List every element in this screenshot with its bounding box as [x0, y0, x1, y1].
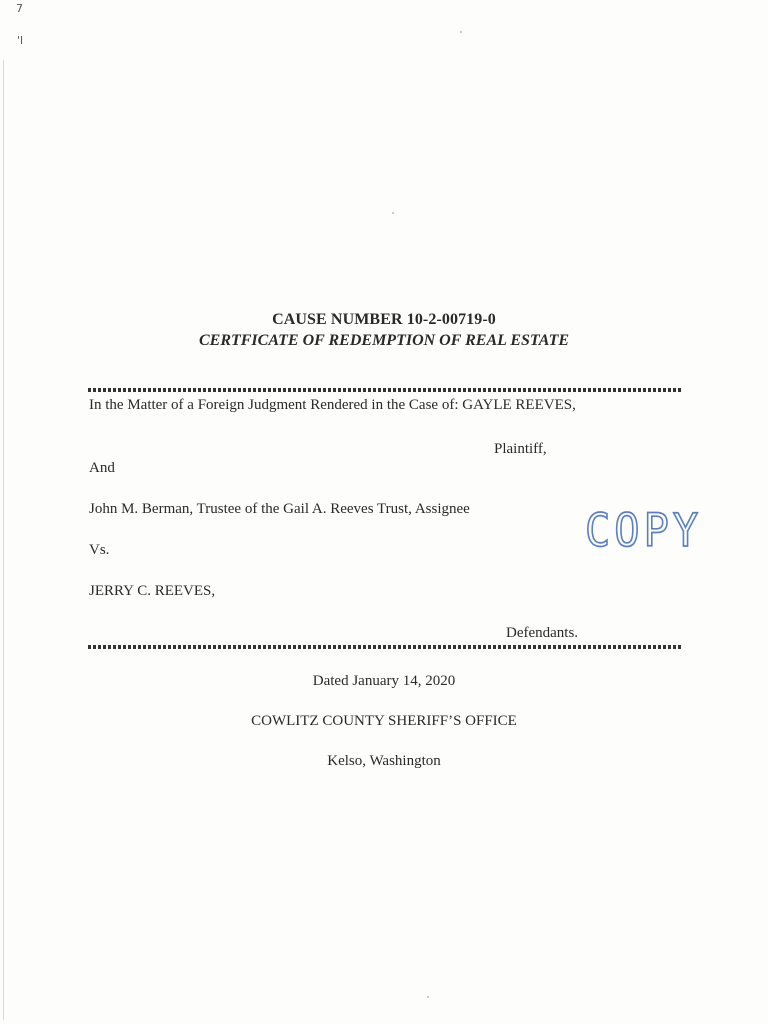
copy-stamp: COPY [585, 504, 703, 557]
margin-mark-top: 7 [16, 2, 23, 15]
assignee-line: John M. Berman, Trustee of the Gail A. Reeves Trust, Assignee [89, 501, 470, 517]
location-line: Kelso, Washington [327, 753, 441, 769]
versus-label: Vs. [89, 542, 110, 558]
scan-speck [392, 212, 394, 214]
cause-number-heading: CAUSE NUMBER 10-2-00719-0 [272, 311, 496, 328]
and-label: And [89, 460, 115, 476]
defendants-label: Defendants. [506, 625, 579, 641]
office-line: COWLITZ COUNTY SHERIFF’S OFFICE [251, 713, 517, 729]
dotted-divider-bottom [88, 645, 682, 649]
scan-edge-line [3, 60, 4, 1020]
matter-line: In the Matter of a Foreign Judgment Rendered in the Case of: GAYLE REEVES, [89, 397, 576, 413]
date-line: Dated January 14, 2020 [312, 673, 456, 689]
defendant-name: JERRY C. REEVES, [89, 583, 216, 599]
scan-speck [460, 31, 462, 33]
dotted-divider-top [88, 388, 682, 392]
scan-speck [427, 996, 429, 998]
margin-mark-second: 'l [17, 34, 24, 47]
certificate-title: CERTFICATE OF REDEMPTION OF REAL ESTATE [198, 332, 570, 349]
plaintiff-label: Plaintiff, [494, 441, 547, 457]
